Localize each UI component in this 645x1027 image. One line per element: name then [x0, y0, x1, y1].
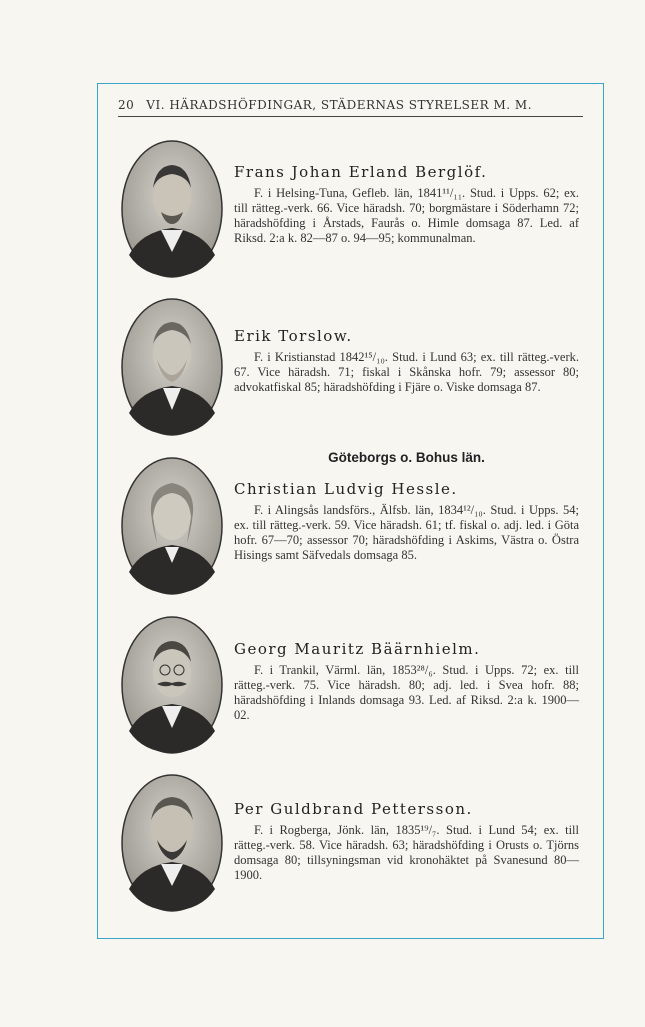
- header-rule: [118, 116, 583, 117]
- entry-torslow: [234, 327, 579, 395]
- portrait-berglof: [121, 140, 223, 278]
- person-name: Erik Torslow.: [234, 327, 353, 345]
- running-title: VI. HÄRADSHÖFDINGAR, STÄDERNAS STYRELSER M. M.: [146, 98, 533, 112]
- person-name: Frans Johan Erland Berglöf.: [234, 163, 488, 181]
- running-header: [118, 98, 588, 112]
- entry-berglof: [234, 163, 579, 246]
- person-bio: F. i Helsing-Tuna, Gefleb. län, 1841¹¹/₁₁. Stud. i Upps. 62; ex. till rätteg.-verk. 66. Vice häradsh. 70; borgmästare i Söderhamn 72; häradshöfding i Årstads, Faurås o. Himle domsaga 87. Led. af Riksd. 2:a k. 82—87 o. 94—95; kommunalman.: [234, 186, 579, 245]
- page-number: 20: [118, 98, 135, 112]
- portrait-torslow: [121, 298, 223, 436]
- person-bio: F. i Alingsås landsförs., Älfsb. län, 1834¹²/₁₀. Stud. i Upps. 54; ex. till rätteg.-verk. 59. Vice häradsh. 61; tf. fiskal o. adj. led. i Göta hofr. 67—70; assessor 70; häradshöfding i Askims, Västra o. Östra Hisings samt Säfvedals domsaga 85.: [234, 503, 579, 562]
- portrait-hessle: [121, 457, 223, 595]
- person-name: Christian Ludvig Hessle.: [234, 480, 458, 498]
- entry-baarnhielm: [234, 640, 579, 723]
- person-name: Georg Mauritz Bäärnhielm.: [234, 640, 481, 658]
- portrait-pettersson: [121, 774, 223, 912]
- person-bio: F. i Kristianstad 1842¹⁵/₁₀. Stud. i Lund 63; ex. till rätteg.-verk. 67. Vice häradsh. 71; fiskal i Skånska hofr. 79; assessor 80; advokatfiskal 85; häradshöfding i Fjäre o. Viske domsaga 87.: [234, 350, 579, 394]
- entry-pettersson: [234, 800, 579, 883]
- person-bio: F. i Rogberga, Jönk. län, 1835¹⁹/₇. Stud. i Lund 54; ex. till rätteg.-verk. 58. Vice häradsh. 63; häradshöfding i Orusts o. Tjörns domsaga 80; tillsyningsman vid kronohäktet på Svanesund 80—1900.: [234, 823, 579, 882]
- person-bio: F. i Trankil, Värml. län, 1853²⁸/₆. Stud. i Upps. 72; ex. till rätteg.-verk. 75. Vice häradsh. 80; adj. led. i Svea hofr. 88; häradshöfding i Inlands domsaga 93. Led. af Riksd. 2:a k. 1900—02.: [234, 663, 579, 722]
- person-name: Per Guldbrand Pettersson.: [234, 800, 473, 818]
- portrait-baarnhielm: [121, 616, 223, 754]
- section-heading: Göteborgs o. Bohus län.: [328, 450, 485, 465]
- entry-hessle: [234, 480, 579, 563]
